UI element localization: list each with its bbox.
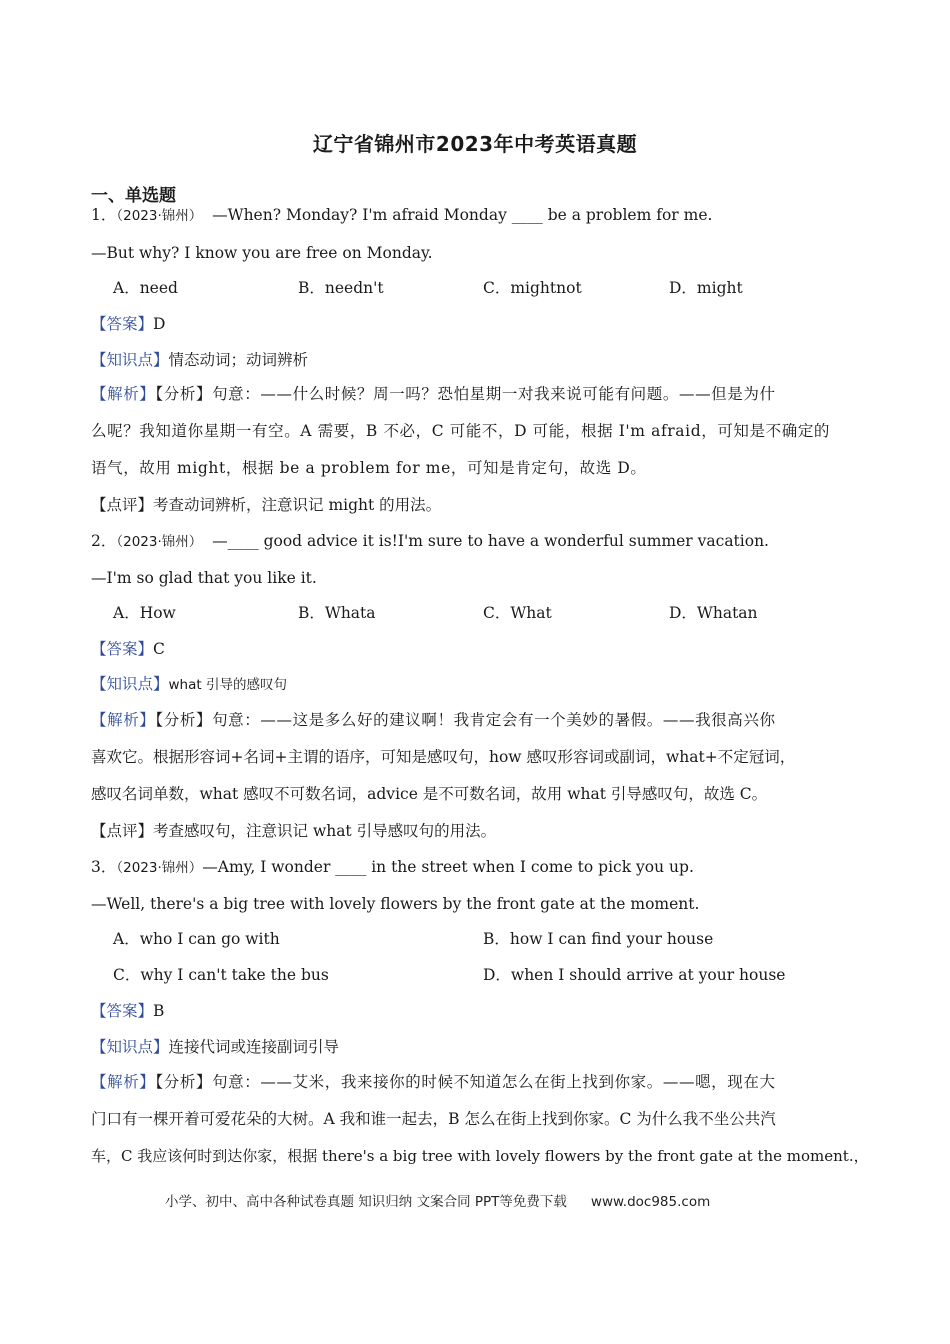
analysis-text: 句意：——这是多么好的建议啊！我肯定会有一个美妙的暑假。——我很高兴你	[212, 711, 776, 729]
analysis-line: 感叹名词单数，what 感叹不可数名词，advice 是不可数名词，故用 what 引导感叹句，故选 C。	[91, 785, 768, 803]
knowledge-line	[91, 1036, 861, 1058]
fenxi-label: 【分析】	[155, 385, 213, 403]
knowledge-label: 【知识点】	[91, 351, 169, 369]
analysis-line	[91, 383, 861, 405]
analysis-line	[91, 1071, 861, 1093]
fenxi-label: 【分析】	[155, 1073, 213, 1091]
knowledge-value: 连接代词或连接副词引导	[168, 1038, 340, 1056]
option-b: B．needn't	[298, 279, 384, 297]
question-text: —____ good advice it is!I'm sure to have a wonderful summer vacation.	[212, 532, 769, 550]
question-text: —Amy, I wonder ____ in the street when I come to pick you up.	[202, 858, 694, 876]
knowledge-line	[91, 349, 861, 371]
fenxi-label: 【分析】	[155, 711, 213, 729]
question-source: （2023·锦州）	[116, 208, 203, 224]
question-3-stem	[91, 856, 861, 879]
analysis-line: 么呢？我知道你星期一有空。A 需要，B 不必，C 可能不，D 可能，根据 I'm afraid，可知是不确定的	[91, 422, 831, 440]
comment-line	[91, 494, 861, 516]
option-a: A．How	[113, 604, 176, 622]
answer-line	[91, 1000, 861, 1022]
question-number: 1．	[91, 206, 117, 224]
question-1-reply: —But why? I know you are free on Monday.	[91, 244, 433, 262]
analysis-line: 门口有一棵开着可爱花朵的大树。A 我和谁一起去，B 怎么在街上找到你家。C 为什么我不坐公共汽	[91, 1110, 776, 1128]
comment-label: 【点评】	[91, 496, 154, 514]
page-title: 辽宁省锦州市2023年中考英语真题	[312, 132, 638, 156]
question-number: 2．	[91, 532, 117, 550]
answer-label: 【答案】	[91, 640, 154, 658]
knowledge-value: what 引导的感叹句	[168, 677, 287, 693]
knowledge-value: 情态动词；动词辨析	[168, 351, 309, 369]
analysis-line: 语气，故用 might，根据 be a problem for me，可知是肯定句，故选 D。	[91, 459, 647, 477]
page-footer	[165, 1190, 710, 1210]
question-1-stem	[91, 204, 861, 227]
question-3-reply: —Well, there's a big tree with lovely flowers by the front gate at the moment.	[91, 895, 700, 913]
option-c: C．why I can't take the bus	[113, 966, 329, 984]
section-heading: 一、单选题	[91, 186, 176, 206]
footer-url[interactable]: www.doc985.com	[590, 1194, 711, 1210]
option-a: A．need	[113, 279, 178, 297]
answer-label: 【答案】	[91, 315, 154, 333]
analysis-line: 喜欢它。根据形容词+名词+主谓的语序，可知是感叹句，how 感叹形容词或副词，what+不定冠词，	[91, 748, 796, 766]
comment-text: 考查感叹句，注意识记 what 引导感叹句的用法。	[153, 822, 497, 840]
answer-value: D	[153, 315, 166, 333]
question-source: （2023·锦州）	[116, 860, 203, 876]
answer-line	[91, 313, 861, 335]
option-b: B．how I can find your house	[483, 930, 714, 948]
answer-line	[91, 638, 861, 660]
analysis-line: 车，C 我应该何时到达你家，根据 there's a big tree with lovely flowers by the front gate at the moment.，	[91, 1147, 869, 1165]
comment-line	[91, 820, 861, 842]
question-number: 3．	[91, 858, 117, 876]
answer-value: B	[153, 1002, 165, 1020]
analysis-label: 【解析】	[91, 1073, 156, 1091]
analysis-line	[91, 709, 861, 731]
question-source: （2023·锦州）	[116, 534, 203, 550]
answer-value: C	[153, 640, 165, 658]
option-d: D．might	[669, 279, 743, 297]
option-b: B．Whata	[298, 604, 376, 622]
option-d: D．when I should arrive at your house	[483, 966, 786, 984]
knowledge-label: 【知识点】	[91, 1038, 169, 1056]
option-d: D．Whatan	[669, 604, 758, 622]
option-c: C．What	[483, 604, 552, 622]
knowledge-label: 【知识点】	[91, 675, 169, 693]
analysis-label: 【解析】	[91, 711, 156, 729]
question-text: —When? Monday? I'm afraid Monday ____ be a problem for me.	[212, 206, 713, 224]
footer-text: 小学、初中、高中各种试卷真题 知识归纳 文案合同 PPT等免费下载	[165, 1194, 567, 1210]
analysis-text: 句意：——什么时候？周一吗？恐怕星期一对我来说可能有问题。——但是为什	[212, 385, 776, 403]
comment-label: 【点评】	[91, 822, 154, 840]
question-2-stem	[91, 530, 861, 553]
answer-label: 【答案】	[91, 1002, 154, 1020]
analysis-label: 【解析】	[91, 385, 156, 403]
option-a: A．who I can go with	[113, 930, 280, 948]
option-c: C．mightnot	[483, 279, 582, 297]
comment-text: 考查动词辨析，注意识记 might 的用法。	[153, 496, 442, 514]
question-2-reply: —I'm so glad that you like it.	[91, 569, 317, 587]
analysis-text: 句意：——艾米，我来接你的时候不知道怎么在街上找到你家。——嗯，现在大	[212, 1073, 776, 1091]
knowledge-line	[91, 673, 861, 696]
